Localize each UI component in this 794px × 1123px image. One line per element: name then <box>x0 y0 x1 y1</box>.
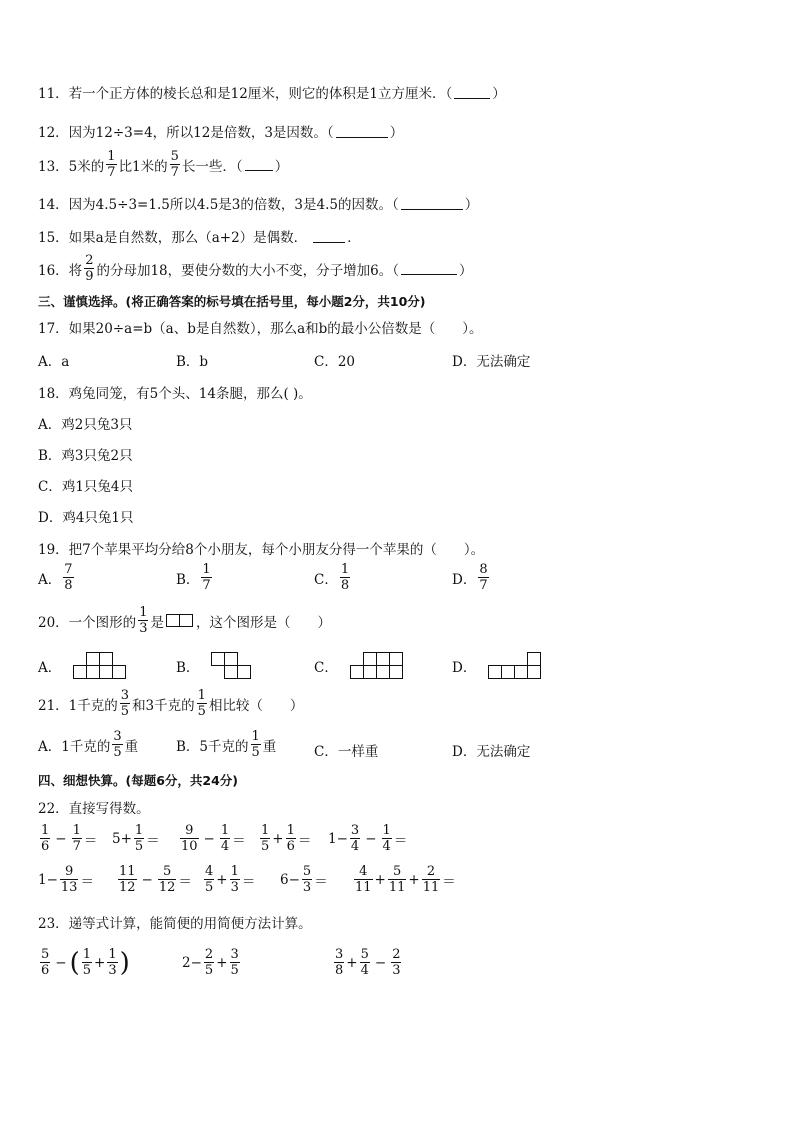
option-d[interactable]: D．无法确定 <box>452 744 531 760</box>
question-16: 16．将 $\frac{2}{9}$ 的分母加18，要使分数的大小不变，分子增加6。（ ） <box>38 253 473 284</box>
section-4-heading: 四、细想快算。(每题6分，共24分) <box>38 773 239 788</box>
option-b[interactable]: B．鸡3只兔2只 <box>38 448 133 464</box>
answer-blank[interactable] <box>245 158 273 171</box>
two-squares-figure <box>166 614 194 627</box>
option-a[interactable]: A． $\frac{7}{8}$ <box>38 562 73 593</box>
math-expression: 2− $\frac{2}{5}$ + $\frac{3}{5}$ <box>182 947 239 978</box>
answer-blank[interactable] <box>313 230 345 243</box>
math-expression: $\frac{1}{5}$ + $\frac{1}{6}$ ＝ <box>261 823 312 854</box>
math-expression: 5+ $\frac{1}{5}$ ＝ <box>112 823 160 854</box>
option-c[interactable]: C．一样重 <box>314 744 379 760</box>
option-b[interactable]: B． <box>176 652 255 680</box>
math-expression: 1− $\frac{9}{13}$ ＝ <box>38 864 94 895</box>
option-b[interactable]: B．5千克的 $\frac{1}{5}$ 重 <box>176 729 277 760</box>
option-d[interactable]: D． <box>452 652 544 680</box>
fraction: $\frac{8}{7}$ <box>479 562 488 593</box>
option-c[interactable]: C． $\frac{1}{8}$ <box>314 562 350 593</box>
option-c[interactable]: C． <box>314 652 406 680</box>
math-expression: $\frac{1}{6}$ − $\frac{1}{7}$ ＝ <box>41 823 98 854</box>
option-d[interactable]: D．无法确定 <box>452 354 531 370</box>
option-a[interactable]: A．a <box>38 354 70 370</box>
math-expression: $\frac{11}{12}$ − $\frac{5}{12}$ ＝ <box>119 864 192 895</box>
option-a[interactable]: A． <box>38 652 129 680</box>
math-expression: $\frac{5}{6}$ − ( $\frac{1}{5}$ + $\frac{1}{3}$ ) <box>41 947 130 978</box>
question-14: 14．因为4.5÷3=1.5所以4.5是3的倍数，3是4.5的因数。（ ） <box>38 197 479 213</box>
section-3-heading: 三、谨慎选择。(将正确答案的标号填在括号里，每小题2分，共10分) <box>38 294 426 309</box>
option-c[interactable]: C．20 <box>314 354 356 370</box>
option-a[interactable]: A．鸡2只兔3只 <box>38 417 133 433</box>
figure-a <box>73 652 129 680</box>
question-13: 13．5米的 $\frac{1}{7}$ 比1米的 $\frac{5}{7}$ 长一些．（ ） <box>38 149 289 180</box>
answer-blank[interactable] <box>336 125 388 138</box>
fraction: $\frac{1}{5}$ <box>251 729 260 760</box>
fraction: $\frac{2}{9}$ <box>85 253 94 284</box>
option-b[interactable]: B．b <box>176 354 209 370</box>
fraction: $\frac{1}{7}$ <box>107 149 116 180</box>
option-d[interactable]: D． $\frac{8}{7}$ <box>452 562 488 593</box>
fraction: $\frac{1}{8}$ <box>340 562 350 593</box>
question-20: 20．一个图形的 $\frac{1}{3}$ 是 ，这个图形是（ ） <box>38 605 331 636</box>
question-19: 19．把7个苹果平均分给8个小朋友，每个小朋友分得一个苹果的（ ）。 <box>38 542 485 558</box>
answer-blank[interactable] <box>401 262 457 275</box>
math-expression: $\frac{4}{11}$ + $\frac{5}{11}$ + $\frac{2}{11}$ ＝ <box>355 864 456 895</box>
question-12: 12．因为12÷3=4，所以12是倍数，3是因数。（ ） <box>38 125 404 141</box>
fraction: $\frac{3}{5}$ <box>120 688 130 719</box>
question-11: 11．若一个正方体的棱长总和是12厘米，则它的体积是1立方厘米．（ ） <box>38 86 506 102</box>
fraction: $\frac{1}{3}$ <box>139 605 148 636</box>
question-17: 17．如果20÷a=b（a、b是自然数），那么a和b的最小公倍数是（ ）。 <box>38 321 483 337</box>
fraction: $\frac{1}{7}$ <box>202 562 211 593</box>
math-expression: $\frac{3}{8}$ + $\frac{5}{4}$ − $\frac{2}{3}$ <box>335 947 401 978</box>
question-18: 18．鸡兔同笼，有5个头、14条腿，那么( )。 <box>38 386 312 402</box>
math-expression: $\frac{9}{10}$ − $\frac{1}{4}$ ＝ <box>181 823 246 854</box>
option-c[interactable]: C．鸡1只兔4只 <box>38 479 134 495</box>
option-d[interactable]: D．鸡4只兔1只 <box>38 510 134 526</box>
question-23: 23．递等式计算，能简便的用简便方法计算。 <box>38 916 312 932</box>
fraction: $\frac{1}{5}$ <box>197 688 206 719</box>
fraction: $\frac{5}{7}$ <box>170 149 179 180</box>
answer-blank[interactable] <box>454 86 490 99</box>
math-expression: $\frac{4}{5}$ + $\frac{1}{3}$ ＝ <box>205 864 256 895</box>
answer-blank[interactable] <box>401 197 463 210</box>
figure-c <box>350 652 406 680</box>
question-15: 15．如果a是自然数，那么（a+2）是偶数． ． <box>38 230 361 246</box>
fraction: $\frac{7}{8}$ <box>64 562 73 593</box>
figure-d <box>488 652 544 680</box>
figure-b <box>211 652 255 680</box>
math-expression: 6− $\frac{5}{3}$ ＝ <box>280 864 328 895</box>
option-b[interactable]: B． $\frac{1}{7}$ <box>176 562 211 593</box>
math-expression: 1− $\frac{3}{4}$ − $\frac{1}{4}$ ＝ <box>328 823 408 854</box>
question-22: 22．直接写得数。 <box>38 801 150 817</box>
fraction: $\frac{3}{5}$ <box>113 729 122 760</box>
option-a[interactable]: A．1千克的 $\frac{3}{5}$ 重 <box>38 729 139 760</box>
question-21: 21．1千克的 $\frac{3}{5}$ 和3千克的 $\frac{1}{5}$ 相比较（ ） <box>38 688 304 719</box>
